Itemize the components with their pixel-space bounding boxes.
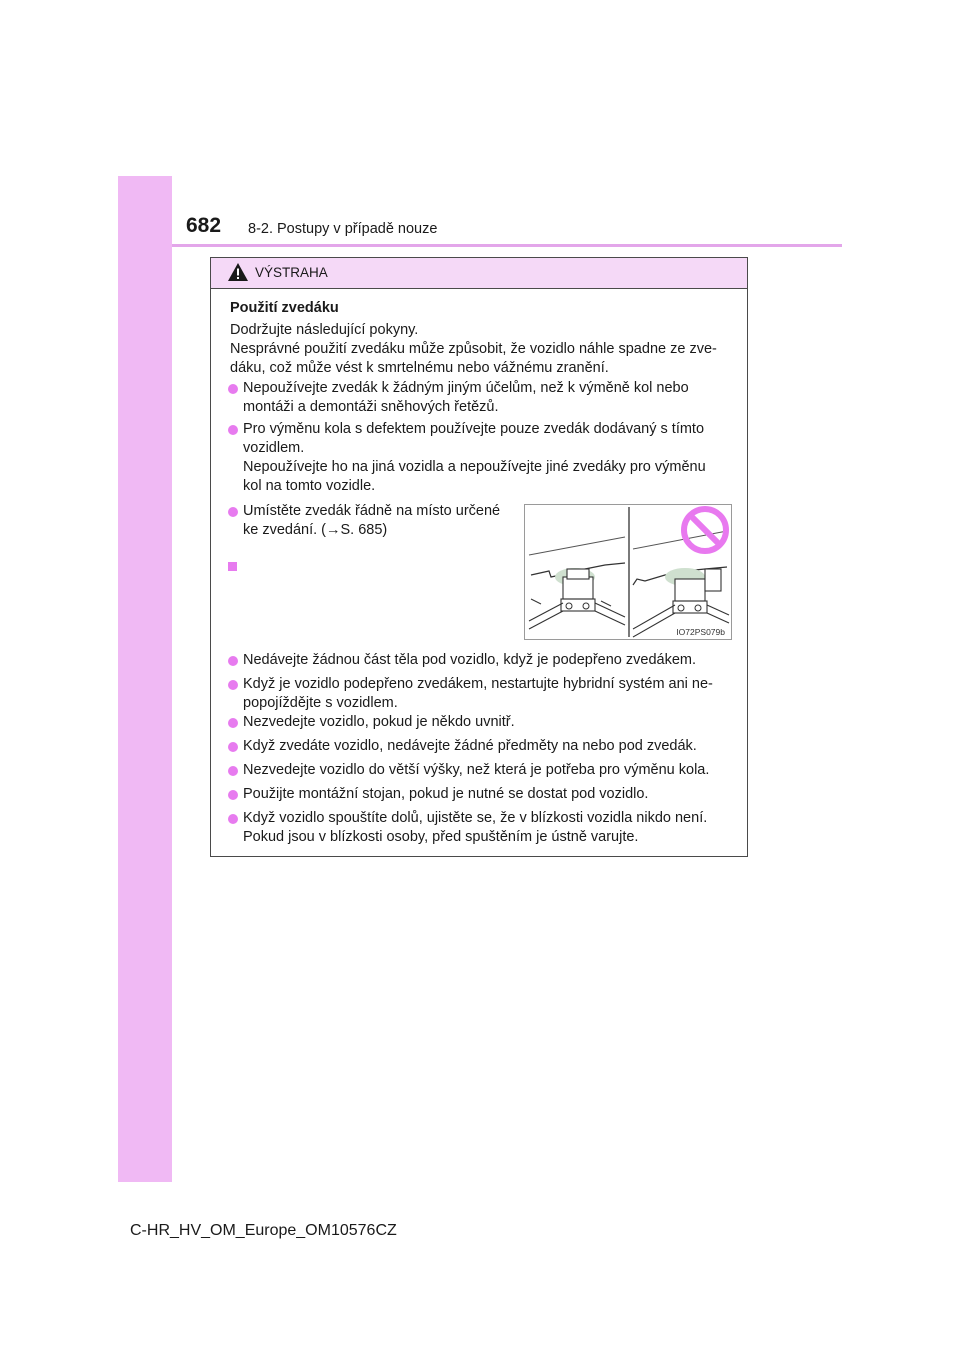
item-2-line-1: Pro výměnu kola s defektem používejte pouze zvedák dodávaný s tímto (243, 421, 705, 437)
item-5-line-1: Když je vozidlo podepřeno zvedákem, nestartujte hybridní systém ani ne- (243, 676, 713, 692)
bullet (228, 425, 238, 435)
warning-label: VÝSTRAHA (255, 265, 328, 280)
intro-line-1: Dodržujte následující pokyny. (230, 322, 419, 338)
section-square-bullet (228, 562, 237, 571)
item-2-line-4: kol na tomto vozidle. (243, 478, 376, 494)
item-4-line-1: Nedávejte žádnou část těla pod vozidlo, když je podepřeno zvedákem. (243, 652, 697, 668)
bullet (228, 814, 238, 824)
item-2-line-3: Nepoužívejte ho na jiná vozidla a nepoužívejte jiné zvedáky pro výměnu (243, 459, 706, 475)
item-6-line-1: Nezvedejte vozidlo, pokud je někdo uvnitř. (243, 714, 515, 730)
page-number: 682 (186, 214, 222, 237)
warning-heading: Použití zvedáku (230, 300, 339, 316)
item-10-line-1: Když vozidlo spouštíte dolů, ujistěte se, že v blízkosti vozidla nikdo není. (243, 810, 708, 826)
item-10-line-2: Pokud jsou v blízkosti osoby, před spuštěním je ústně varujte. (243, 829, 639, 845)
bullet (228, 656, 238, 666)
intro-line-3: dáku, což může vést k smrtelnému nebo vážnému zranění. (230, 360, 609, 376)
bullet (228, 766, 238, 776)
header-rule (172, 244, 842, 247)
document-id: C-HR_HV_OM_Europe_OM10576CZ (130, 1222, 397, 1239)
item-8-line-1: Nezvedejte vozidlo do větší výšky, než která je potřeba pro výměnu kola. (243, 762, 710, 778)
item-9-line-1: Použijte montážní stojan, pokud je nutné se dostat pod vozidlo. (243, 786, 649, 802)
jack-placement-figure (524, 504, 732, 640)
warning-header (211, 258, 747, 289)
item-7-line-1: Když zvedáte vozidlo, nedávejte žádné předměty na nebo pod zvedák. (243, 738, 697, 754)
bullet (228, 384, 238, 394)
warning-triangle-icon (227, 262, 249, 282)
bullet (228, 680, 238, 690)
section-title: 8-2. Postupy v případě nouze (248, 221, 438, 237)
item-2-line-2: vozidlem. (243, 440, 305, 456)
side-tab (118, 176, 172, 1182)
item-1-line-1: Nepoužívejte zvedák k žádným jiným účelům, než k výměně kol nebo (243, 380, 689, 396)
item-3-line-2: ke zvedání. (→S. 685) (243, 522, 388, 538)
item-1-line-2: montáži a demontáži sněhových řetězů. (243, 399, 499, 415)
bullet (228, 718, 238, 728)
item-3-line-1: Umístěte zvedák řádně na místo určené (243, 503, 501, 519)
intro-line-2: Nesprávné použití zvedáku může způsobit, že vozidlo náhle spadne ze zve- (230, 341, 717, 357)
item-5-line-2: popojíždějte s vozidlem. (243, 695, 398, 711)
bullet (228, 742, 238, 752)
bullet (228, 507, 238, 517)
bullet (228, 790, 238, 800)
jack-illustration (525, 505, 731, 639)
figure-code: IO72PS079b (676, 627, 725, 637)
